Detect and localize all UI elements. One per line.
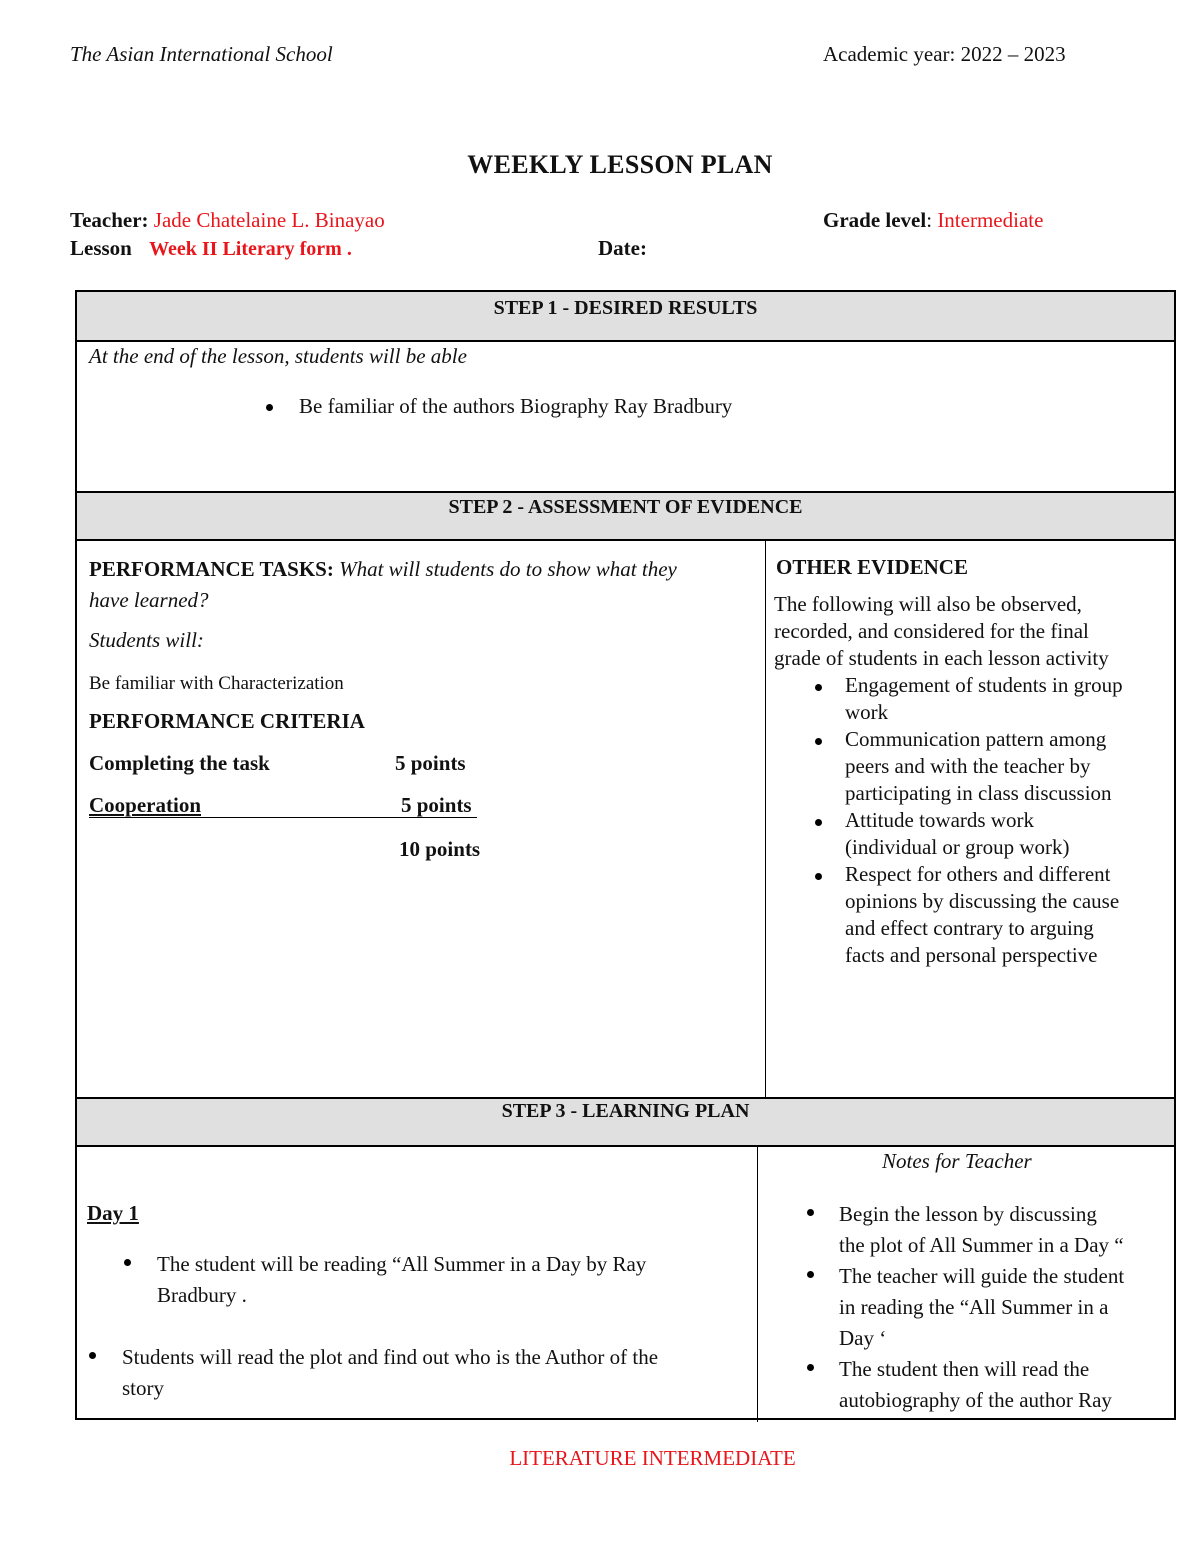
bullet-line: work [845, 700, 889, 724]
bullet-line: (individual or group work) [845, 835, 1070, 859]
tasks-label: PERFORMANCE TASKS: [89, 557, 334, 581]
bullet-icon [89, 1352, 96, 1359]
bullet-line: Engagement of students in group [845, 673, 1123, 697]
lesson-line [70, 236, 352, 261]
teacher-value: Jade Chatelaine L. Binayao [153, 208, 385, 232]
grade-colon: : [926, 208, 933, 232]
date-label: Date: [598, 236, 647, 260]
grade-value: Intermediate [937, 208, 1044, 232]
performance-tasks [89, 554, 759, 616]
notes-label: Notes for Teacher [882, 1149, 1032, 1173]
bullet-line: Day ‘ [839, 1326, 887, 1350]
bullet-icon [815, 819, 822, 826]
step1-heading: STEP 1 - DESIRED RESULTS [493, 297, 758, 319]
notes-bullet-3 [839, 1354, 1112, 1416]
bullet-line: The teacher will guide the student [839, 1264, 1125, 1288]
day-bullet-2 [122, 1342, 658, 1404]
bullet-line: facts and personal perspective [845, 943, 1098, 967]
bullet-line: peers and with the teacher by [845, 754, 1091, 778]
lesson-label: Lesson [70, 236, 132, 260]
lesson-plan-table [75, 290, 1176, 1420]
criteria-name: Completing the task [89, 751, 270, 775]
task-text: Be familiar with Characterization [89, 673, 344, 694]
bullet-line: The student will be reading “All Summer in a Day by Ray [157, 1252, 647, 1276]
bullet-icon [815, 873, 822, 880]
other-bullet-2 [845, 726, 1112, 807]
criteria-points: 5 points [395, 751, 466, 775]
other-bullet-4 [845, 861, 1119, 969]
criteria-points-2: 5 points [401, 793, 472, 817]
bullet-icon [807, 1209, 814, 1216]
other-bullet-3 [845, 807, 1070, 861]
notes-bullet-2 [839, 1261, 1124, 1354]
bullet-line: Begin the lesson by discussing [839, 1202, 1097, 1226]
bullet-line: Students will read the plot and find out who is the Author of the [122, 1345, 659, 1369]
bullet-icon [266, 404, 273, 411]
bullet-line: opinions by discussing the cause [845, 889, 1120, 913]
school-name: The Asian International School [70, 42, 333, 66]
bullet-line: participating in class discussion [845, 781, 1112, 805]
students-will: Students will: [89, 628, 204, 652]
bullet-line: Respect for others and different [845, 862, 1111, 886]
other-intro-line: recorded, and considered for the final [774, 619, 1089, 643]
bullet-icon [815, 684, 822, 691]
bullet-line: story [122, 1376, 164, 1400]
day-label: Day 1 [87, 1201, 139, 1225]
bullet-icon [124, 1259, 131, 1266]
criteria-row-2 [89, 793, 477, 818]
academic-year: Academic year: 2022 – 2023 [823, 42, 1066, 66]
criteria-total: 10 points [399, 837, 481, 861]
footer-subject: LITERATURE INTERMEDIATE [509, 1446, 796, 1470]
teacher-label: Teacher: [70, 208, 149, 232]
step1-bullet: Be familiar of the authors Biography Ray Bradbury [299, 394, 733, 418]
lesson-value: Week II Literary form . [149, 238, 352, 260]
bullet-line: Communication pattern among [845, 727, 1107, 751]
bullet-line: The student then will read the [839, 1357, 1090, 1381]
teacher-line [70, 208, 385, 233]
tasks-question-2: have learned? [89, 588, 209, 612]
other-evidence-label: OTHER EVIDENCE [776, 555, 968, 579]
bullet-line: and effect contrary to arguing [845, 916, 1094, 940]
step1-intro: At the end of the lesson, students will be able [89, 344, 467, 368]
notes-bullet-1 [839, 1199, 1124, 1261]
page-title: WEEKLY LESSON PLAN [467, 150, 773, 179]
bullet-line: autobiography of the author Ray [839, 1388, 1112, 1412]
tasks-question: What will students do to show what they [339, 557, 677, 581]
other-bullet-1 [845, 672, 1123, 726]
other-intro-line: The following will also be observed, [774, 592, 1082, 616]
bullet-icon [815, 738, 822, 745]
criteria-label: PERFORMANCE CRITERIA [89, 709, 365, 733]
bullet-line: the plot of All Summer in a Day “ [839, 1233, 1124, 1257]
bullet-line: in reading the “All Summer in a [839, 1295, 1109, 1319]
step2-heading: STEP 2 - ASSESSMENT OF EVIDENCE [448, 496, 803, 518]
step3-heading: STEP 3 - LEARNING PLAN [501, 1100, 750, 1122]
other-intro [774, 591, 1109, 672]
bullet-icon [807, 1271, 814, 1278]
bullet-line: Bradbury . [157, 1283, 247, 1307]
bullet-line: Attitude towards work [845, 808, 1034, 832]
grade-line [823, 208, 1043, 233]
other-intro-line: grade of students in each lesson activity [774, 646, 1109, 670]
day-bullet-1 [157, 1249, 646, 1311]
grade-label: Grade level [823, 208, 927, 232]
bullet-icon [807, 1364, 814, 1371]
criteria-name-2: Cooperation [89, 793, 201, 817]
